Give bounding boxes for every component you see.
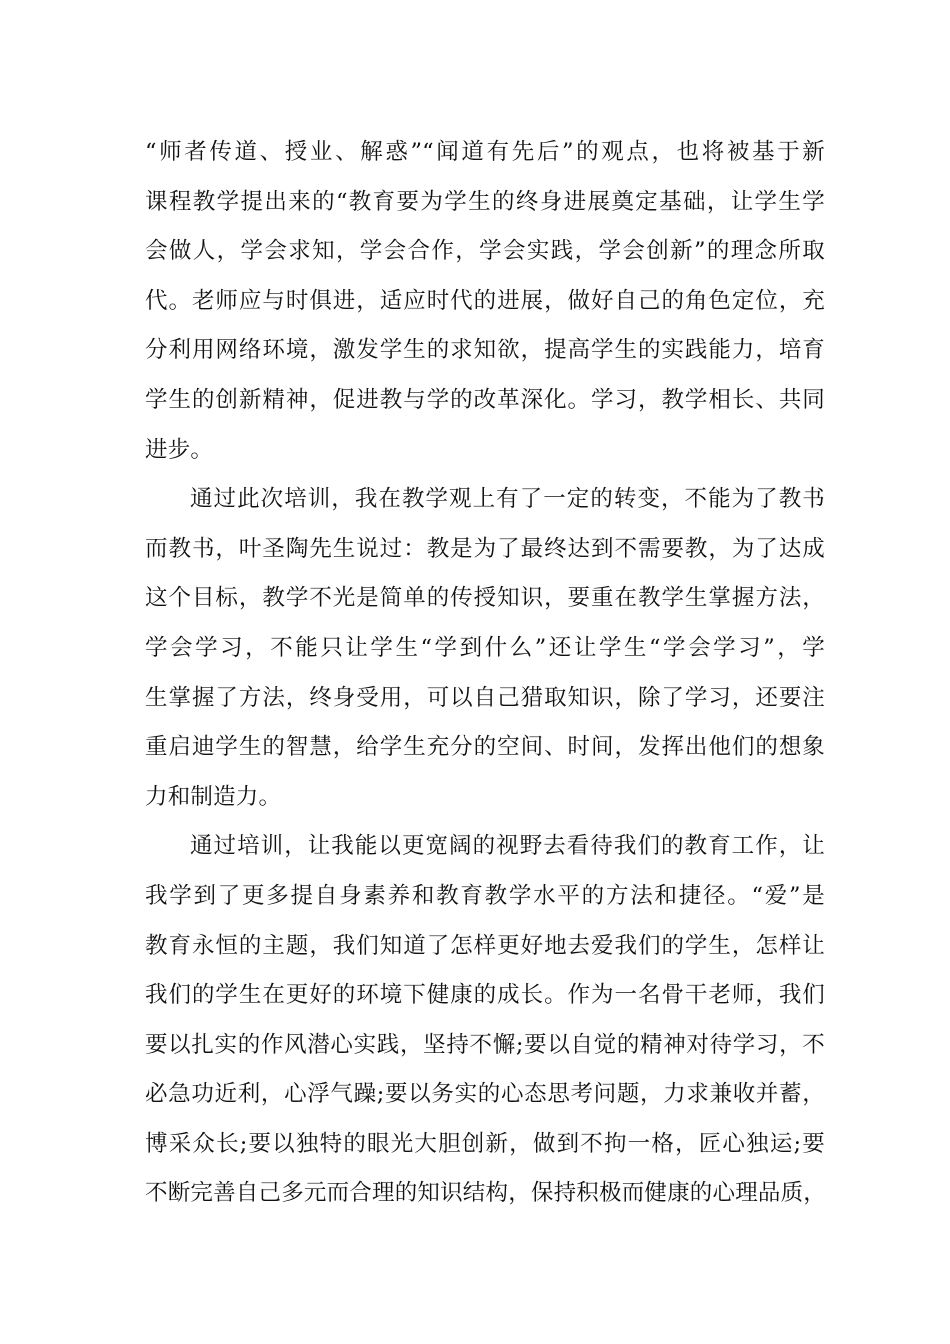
- paragraph-3-line-3: 教育永恒的主题，我们知道了怎样更好地去爱我们的学生，怎样让: [145, 932, 825, 959]
- paragraph-3: [145, 822, 825, 1219]
- paragraph-1-line-7: 进步。: [145, 436, 214, 463]
- paragraph-3-line-1: 通过培训，让我能以更宽阔的视野去看待我们的教育工作，让: [190, 833, 825, 860]
- paragraph-3-line-5: 要以扎实的作风潜心实践，坚持不懈;要以自觉的精神对待学习，不: [145, 1031, 825, 1058]
- paragraph-2-line-3: 这个目标，教学不光是简单的传授知识，要重在教学生掌握方法，: [145, 585, 825, 612]
- paragraph-1-line-5: 分利用网络环境，激发学生的求知欲，提高学生的实践能力，培育: [145, 337, 825, 364]
- paragraph-3-line-4: 我们的学生在更好的环境下健康的成长。作为一名骨干老师，我们: [145, 982, 825, 1009]
- paragraph-1-line-6: 学生的创新精神，促进教与学的改革深化。学习，教学相长、共同: [145, 386, 825, 413]
- document-body-text: [145, 128, 825, 1219]
- paragraph-3-line-8: 不断完善自己多元而合理的知识结构，保持积极而健康的心理品质，: [145, 1180, 827, 1207]
- paragraph-1-line-3: 会做人，学会求知，学会合作，学会实践，学会创新”的理念所取: [145, 238, 825, 265]
- paragraph-2-line-5: 生掌握了方法，终身受用，可以自己猎取知识，除了学习，还要注: [145, 684, 825, 711]
- paragraph-2-line-1: 通过此次培训，我在教学观上有了一定的转变，不能为了教书: [190, 486, 825, 513]
- paragraph-3-line-6: 必急功近利，心浮气躁;要以务实的心态思考问题，力求兼收并蓄，: [145, 1081, 825, 1108]
- paragraph-3-line-7: 博采众长;要以独特的眼光大胆创新，做到不拘一格，匠心独运;要: [145, 1130, 825, 1157]
- paragraph-2-line-6: 重启迪学生的智慧，给学生充分的空间、时间，发挥出他们的想象: [145, 734, 825, 761]
- paragraph-1: [145, 128, 825, 475]
- paragraph-3-line-2: 我学到了更多提自身素养和教育教学水平的方法和捷径。“爱”是: [145, 882, 825, 909]
- paragraph-1-line-4: 代。老师应与时俱进，适应时代的进展，做好自己的角色定位，充: [145, 287, 825, 314]
- paragraph-1-line-1: “师者传道、授业、解惑”“闻道有先后”的观点，也将被基于新: [145, 139, 825, 165]
- paragraph-2-line-7: 力和制造力。: [145, 783, 282, 810]
- paragraph-1-line-2: 课程教学提出来的“教育要为学生的终身进展奠定基础，让学生学: [145, 188, 825, 215]
- paragraph-2: [145, 475, 825, 822]
- paragraph-2-line-2: 而教书，叶圣陶先生说过：教是为了最终达到不需要教，为了达成: [145, 535, 825, 562]
- paragraph-2-line-4: 学会学习，不能只让学生“学到什么”还让学生“学会学习”，学: [145, 634, 825, 661]
